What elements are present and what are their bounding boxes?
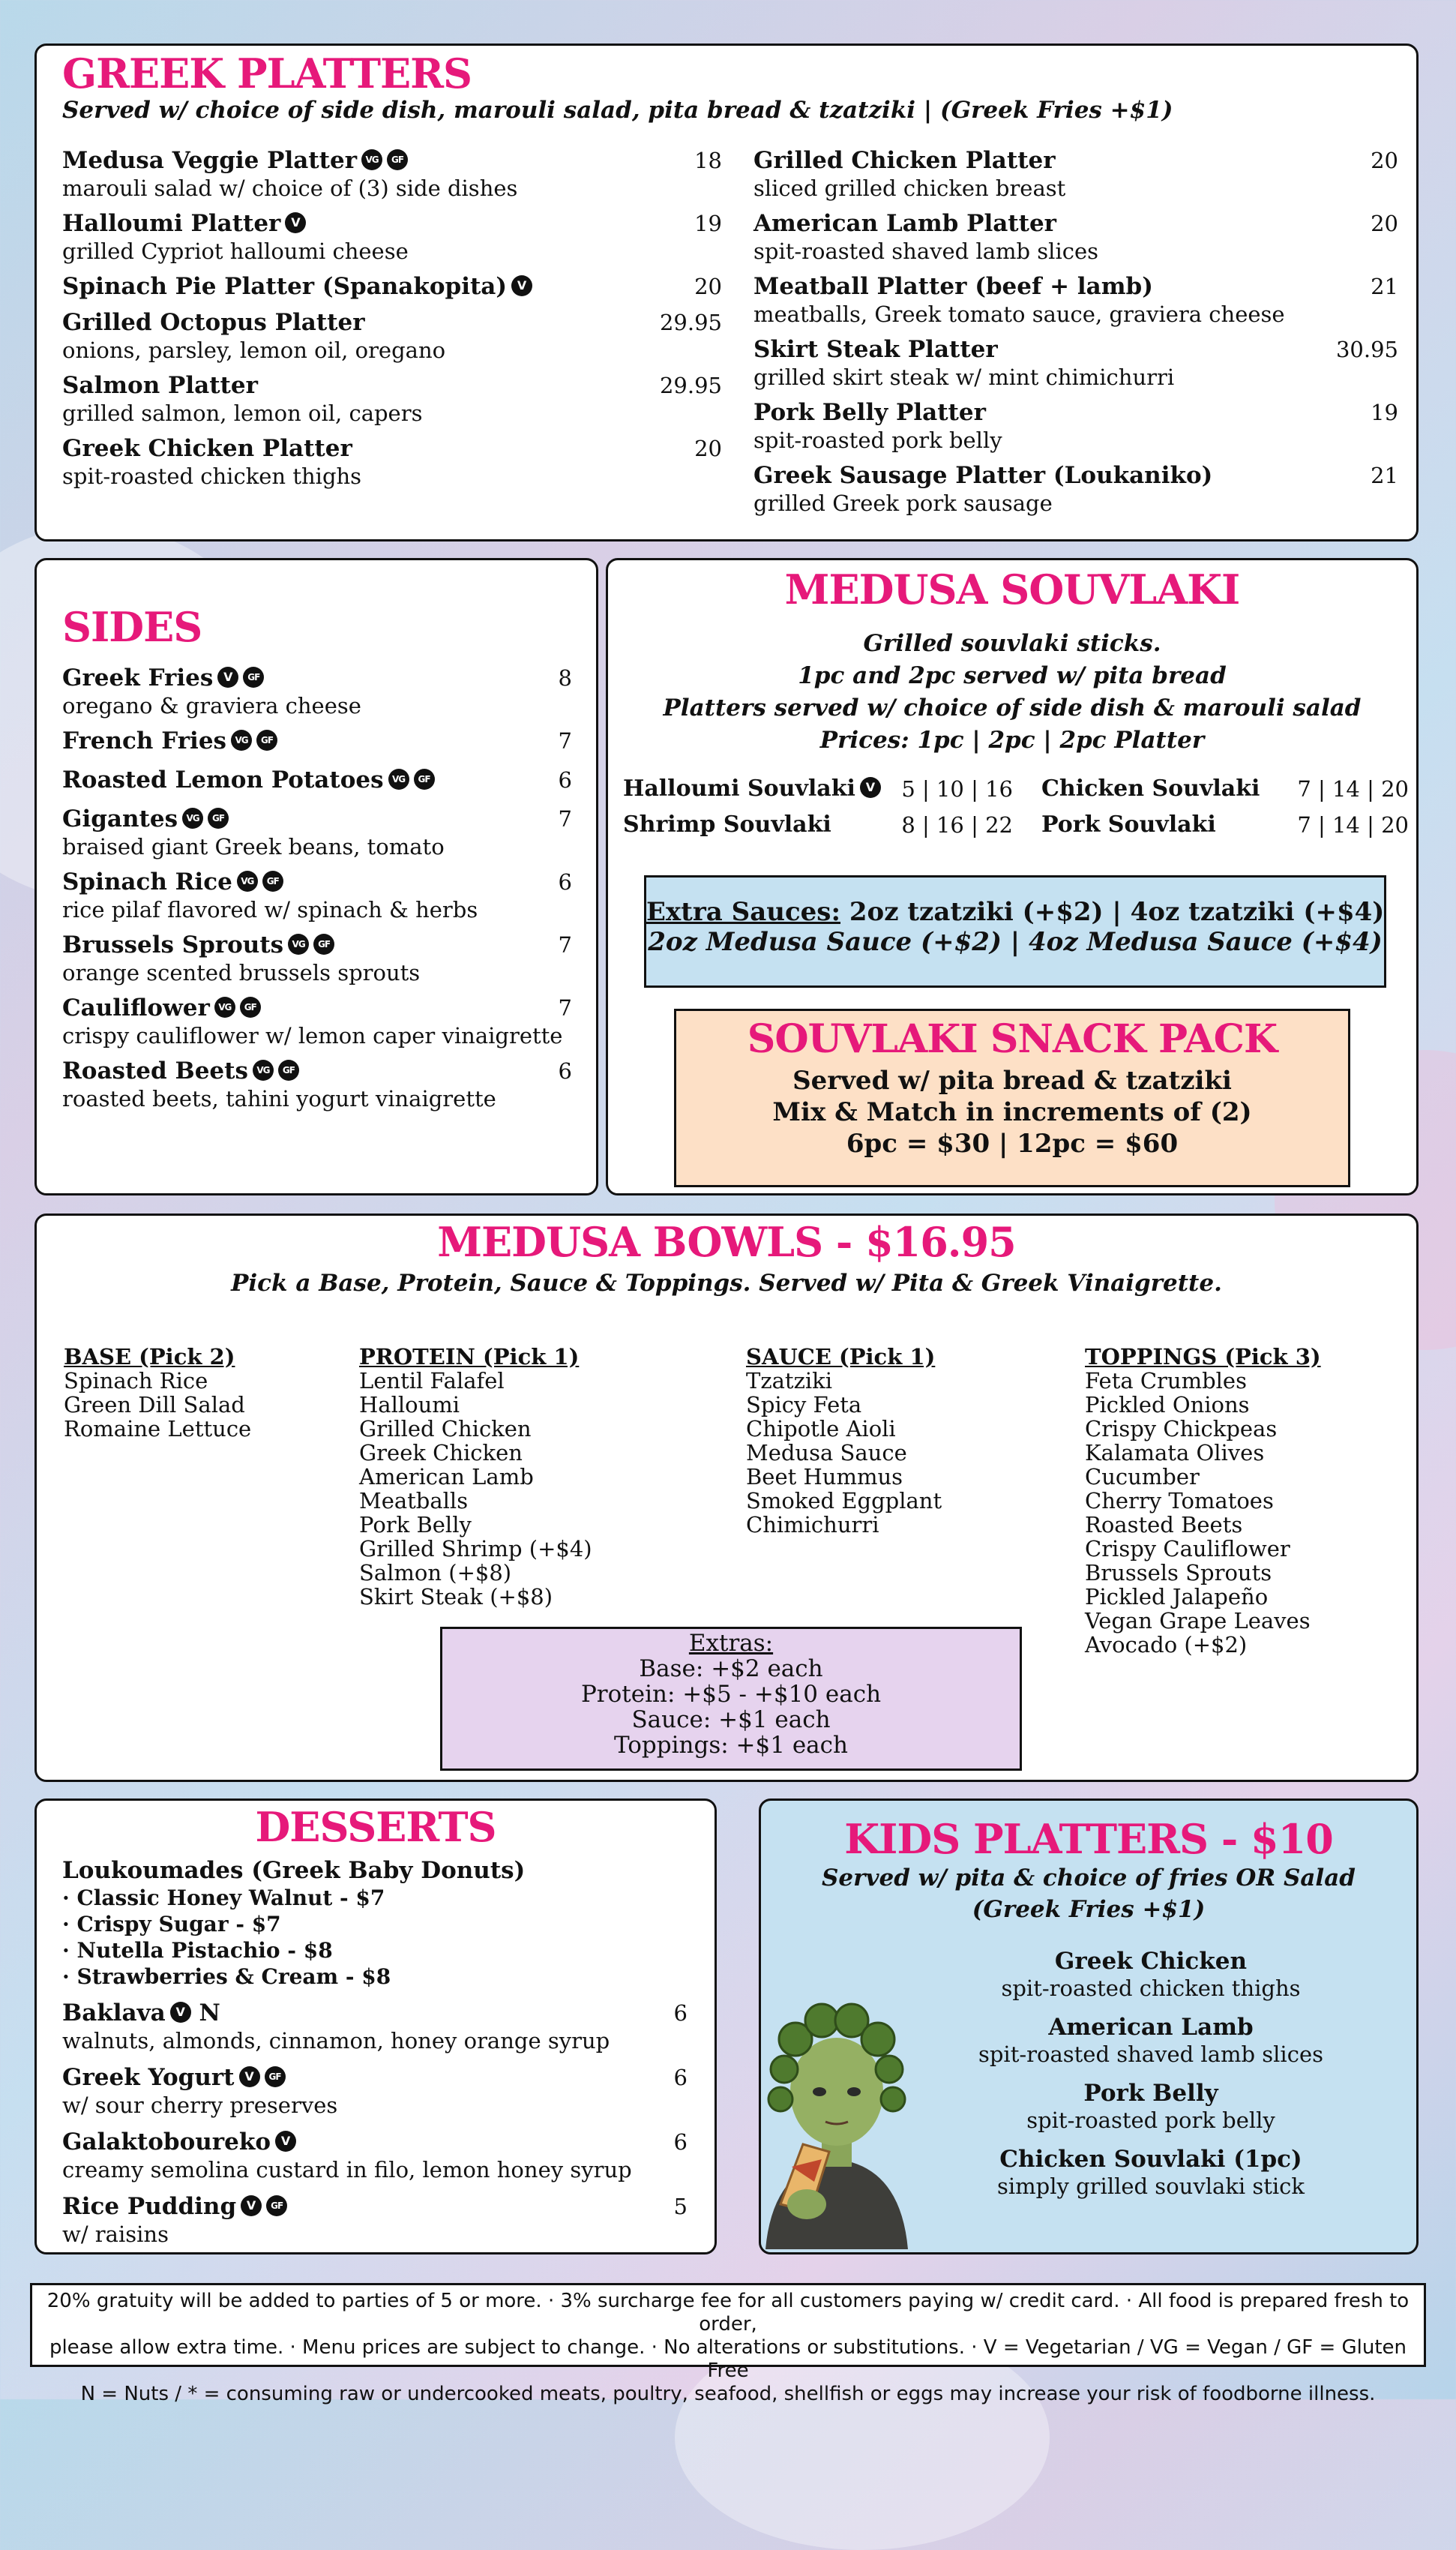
item-description: grilled Cypriot halloumi cheese [62,238,409,264]
item-name-text: Greek Yogurt [62,2064,235,2091]
item-price: 7 [558,728,572,754]
vegetarian-icon: V [239,2066,260,2087]
footer-line: N = Nuts / * = consuming raw or undercooked meats, poultry, seafood, shellfish or eggs may increase your risk of foodborne illness. [80,2383,1376,2405]
item-name-text: Brussels Sprouts [62,932,284,958]
item-description: w/ raisins [62,2222,169,2247]
column-item: Spinach Rice [64,1368,208,1394]
souvlaki-item [1041,811,1409,839]
item-name [753,272,1398,301]
menu-item [753,209,1398,265]
column-heading: BASE (Pick 2) [64,1344,235,1370]
souvlaki-line: Platters served w/ choice of side dish & marouli salad [663,694,1362,722]
item-name [62,371,722,400]
extras-line: Sauce: +$1 each [631,1706,831,1733]
item-name-text: Greek Chicken Platter [62,435,352,462]
vegan-icon: VG [361,149,382,170]
souvlaki-line: 1pc and 2pc served w/ pita bread [798,662,1227,689]
column-item: Pickled Jalapeño [1085,1584,1269,1610]
kids-item-name: Greek Chicken [1054,1948,1248,1975]
vegan-icon: VG [253,1060,274,1081]
item-description: braised giant Greek beans, tomato [62,834,445,860]
item-name [62,2063,688,2092]
loukoumades-flavors [62,1885,391,1990]
item-name [62,766,572,794]
vegan-icon: VG [214,997,235,1018]
item-name-text: Pork Souvlaki [1041,812,1216,838]
gluten-free-icon: GF [266,2195,287,2216]
item-name-text: Salmon Platter [62,372,258,399]
menu-item [62,434,722,490]
menu-item [62,868,572,923]
vegetarian-icon: V [241,2195,262,2216]
gluten-free-icon: GF [313,934,334,955]
column-item: Kalamata Olives [1085,1440,1265,1466]
sides-section [34,558,598,1196]
item-name [62,2192,688,2221]
menu-item [753,146,1398,202]
item-name [62,434,722,463]
column-item: Cucumber [1085,1464,1200,1490]
column-item: American Lamb [359,1464,534,1490]
extra-sauces-label: Extra Sauces: [646,897,841,927]
menu-item [62,1057,572,1112]
item-price: 6 [673,2129,688,2155]
gluten-free-icon: GF [387,149,408,170]
item-description: sliced grilled chicken breast [753,176,1066,201]
item-price: 7 | 14 | 20 [1297,812,1409,838]
item-description: spit-roasted chicken thighs [62,464,362,489]
item-name-text: Chicken Souvlaki [1041,776,1260,802]
item-name-text: Baklava [62,2000,166,2026]
item-description: orange scented brussels sprouts [62,960,421,986]
extras-lines [442,1656,1020,1758]
gluten-free-icon: GF [240,997,261,1018]
item-name-text: Halloumi Souvlaki [623,776,855,802]
item-price: 18 [694,148,722,173]
item-price: 20 [694,274,722,299]
item-name-text: Spinach Pie Platter (Spanakopita) [62,273,508,300]
item-price: 7 [558,995,572,1021]
item-name-text: Meatball Platter (beef + lamb) [753,273,1153,300]
footer-line: please allow extra time. · Menu prices are subject to change. · No alterations or substitutions. · V = Vegetarian / VG = Vegan / GF = Gluten Free [49,2336,1407,2382]
gluten-free-icon: GF [278,1060,299,1081]
item-name [753,398,1398,427]
vegetarian-icon: V [170,2002,191,2023]
item-name-text: American Lamb Platter [753,210,1056,237]
nuts-marker: N [190,2000,220,2026]
item-description: spit-roasted pork belly [753,428,1002,453]
column-item: Grilled Shrimp (+$4) [359,1536,592,1562]
kids-list [911,1948,1391,2212]
column-heading: PROTEIN (Pick 1) [359,1344,580,1370]
item-description: meatballs, Greek tomato sauce, graviera cheese [753,302,1285,327]
item-description: oregano & graviera cheese [62,693,361,718]
item-price: 6 [673,2065,688,2090]
column-item: Brussels Sprouts [1085,1560,1272,1586]
item-name-text: Gigantes [62,806,178,832]
vegetarian-icon: V [511,275,532,296]
column-item: Romaine Lettuce [64,1416,252,1442]
vegetarian-icon: V [285,212,306,233]
snack-pack-line: Mix & Match in increments of (2) [772,1097,1252,1127]
item-name [62,1999,688,2027]
column-heading: SAUCE (Pick 1) [746,1344,936,1370]
item-name-text: Greek Sausage Platter (Loukaniko) [753,462,1213,489]
extras-line: Toppings: +$1 each [614,1732,848,1759]
item-price: 6 [558,869,572,895]
greek-platters-section [34,44,1419,542]
souvlaki-item [1041,775,1409,803]
item-price: 21 [1371,274,1398,299]
column-item: Crispy Cauliflower [1085,1536,1290,1562]
column-item: Skirt Steak (+$8) [359,1584,553,1610]
item-price: 6 [673,2000,688,2026]
vegetarian-icon: V [275,2131,296,2152]
menu-item [753,335,1398,391]
section-title: GREEK PLATTERS [62,50,472,98]
section-title: SIDES [62,603,202,651]
item-description: onions, parsley, lemon oil, oregano [62,338,446,363]
gluten-free-icon: GF [256,730,277,751]
footer-notice [30,2283,1426,2405]
column-item: Avocado (+$2) [1085,1632,1248,1658]
item-name-text: Roasted Lemon Potatoes [62,766,384,794]
section-title: MEDUSA SOUVLAKI [784,566,1240,614]
item-description: marouli salad w/ choice of (3) side dishes [62,176,518,201]
flavor-item: · Crispy Sugar - $7 [62,1912,281,1936]
kids-item-description: simply grilled souvlaki stick [997,2174,1305,2199]
item-name-text: Greek Fries [62,664,214,692]
kids-item-description: spit-roasted chicken thighs [1001,1976,1301,2001]
bowl-column [64,1345,251,1441]
menu-item [62,664,572,719]
section-title: MEDUSA BOWLS - $16.95 [437,1218,1016,1266]
column-item: Feta Crumbles [1085,1368,1247,1394]
bowl-column [1085,1345,1321,1657]
extras-line: Protein: +$5 - +$10 each [580,1681,882,1708]
item-name-text: Skirt Steak Platter [753,336,998,363]
item-price: 8 | 16 | 22 [901,812,1013,838]
column-item: Pickled Onions [1085,1392,1250,1418]
item-price: 30.95 [1335,337,1398,362]
item-name [753,461,1398,490]
column-heading: TOPPINGS (Pick 3) [1085,1344,1321,1370]
item-name [62,1057,572,1085]
souvlaki-line: Grilled souvlaki sticks. [863,630,1161,657]
item-name [62,994,572,1022]
item-description: grilled skirt steak w/ mint chimichurri [753,364,1175,390]
souvlaki-description [608,628,1416,757]
kids-item-description: spit-roasted pork belly [1026,2108,1275,2133]
flavor-item: · Nutella Pistachio - $8 [62,1938,333,1963]
menu-item [62,209,722,265]
column-item: Chimichurri [746,1512,879,1538]
extra-sauces-box [644,875,1386,988]
vegetarian-icon: V [217,667,238,688]
menu-item [62,371,722,427]
column-item: Tzatziki [746,1368,832,1394]
column-item: Spicy Feta [746,1392,862,1418]
column-item: Roasted Beets [1085,1512,1243,1538]
kids-subtitle: (Greek Fries +$1) [972,1896,1206,1923]
vegetarian-icon: V [860,777,881,798]
column-item: Chipotle Aioli [746,1416,896,1442]
item-name [62,146,722,175]
item-name [62,805,572,833]
menu-item [62,805,572,860]
column-item: Greek Chicken [359,1440,523,1466]
item-name-text: Galaktoboureko [62,2128,271,2156]
kids-item-name: Pork Belly [1083,2080,1218,2107]
gluten-free-icon: GF [243,667,264,688]
item-name [62,931,572,959]
menu-item [62,146,722,202]
item-price: 8 [558,665,572,691]
gluten-free-icon: GF [262,871,283,892]
souvlaki-item [623,811,1013,839]
column-item: Smoked Eggplant [746,1488,942,1514]
extras-heading: Extras: [688,1630,774,1657]
kids-item-name: Chicken Souvlaki (1pc) [999,2146,1302,2173]
souvlaki-item [623,775,1013,803]
item-price: 29.95 [659,310,722,335]
bowl-column [746,1345,942,1537]
bowl-column [359,1345,592,1609]
menu-item [62,272,722,301]
item-name-text: Spinach Rice [62,868,232,896]
item-name-text: Grilled Octopus Platter [62,309,365,336]
item-name [753,146,1398,175]
item-name-text: Roasted Beets [62,1058,248,1084]
item-price: 20 [1371,148,1398,173]
vegan-icon: VG [182,808,203,829]
item-price: 20 [1371,211,1398,236]
menu-item [753,461,1398,517]
snack-pack-title: SOUVLAKI SNACK PACK [747,1016,1278,1062]
item-name-text: French Fries [62,728,227,754]
item-description: rice pilaf flavored w/ spinach & herbs [62,897,478,922]
item-price: 29.95 [659,373,722,398]
kids-section [759,1798,1419,2254]
gluten-free-icon: GF [208,808,229,829]
section-title: DESSERTS [255,1803,496,1851]
item-name [753,335,1398,364]
desserts-section [34,1798,717,2254]
extra-sauces-line: 2oz tzatziki (+$2) | 4oz tzatziki (+$4) [840,897,1385,927]
item-name [753,209,1398,238]
menu-item [62,2192,688,2248]
item-price: 7 [558,932,572,958]
bowl-extras-box [440,1627,1022,1771]
section-subtitle: Pick a Base, Protein, Sauce & Toppings. Served w/ Pita & Greek Vinaigrette. [231,1270,1222,1297]
item-name [62,664,572,692]
column-item: Grilled Chicken [359,1416,532,1442]
item-price: 7 [558,806,572,832]
column-item: Beet Hummus [746,1464,903,1490]
item-name [62,727,572,755]
item-description: w/ sour cherry preserves [62,2092,338,2118]
kids-item-description: spit-roasted shaved lamb slices [978,2042,1323,2067]
item-price: 6 [558,1058,572,1084]
flavor-item: · Classic Honey Walnut - $7 [62,1886,385,1910]
item-price: 19 [694,211,722,236]
menu-item [62,766,572,794]
column-item: Cherry Tomatoes [1085,1488,1274,1514]
column-item: Medusa Sauce [746,1440,907,1466]
menu-item [62,308,722,364]
item-name [62,308,722,337]
item-price: 7 | 14 | 20 [1297,776,1409,802]
item-price: 20 [694,436,722,461]
souvlaki-section [606,558,1419,1196]
bowls-section [34,1214,1419,1782]
medusa-mascot-illustration [750,1979,923,2249]
column-item: Halloumi [359,1392,460,1418]
item-description: roasted beets, tahini yogurt vinaigrette [62,1086,496,1112]
item-price: 5 [673,2194,688,2219]
snack-pack-line: Served w/ pita bread & tzatziki [792,1066,1232,1096]
gluten-free-icon: GF [414,769,435,790]
snack-pack-box [674,1009,1350,1187]
column-item: Green Dill Salad [64,1392,245,1418]
extras-line: Base: +$2 each [639,1655,823,1682]
item-name-text: Pork Belly Platter [753,399,986,426]
gluten-free-icon: GF [265,2066,286,2087]
vegan-icon: VG [288,934,309,955]
item-name-text: Cauliflower [62,994,210,1022]
column-item: Meatballs [359,1488,469,1514]
kids-subtitle: Served w/ pita & choice of fries OR Salad [822,1864,1356,1892]
menu-item [62,2128,688,2183]
menu-item [62,727,572,755]
souvlaki-line: Prices: 1pc | 2pc | 2pc Platter [819,727,1205,754]
item-name-text: Rice Pudding [62,2193,237,2220]
item-name-text: Halloumi Platter [62,210,281,237]
column-item: Crispy Chickpeas [1085,1416,1278,1442]
menu-item [753,272,1398,328]
snack-pack-line: 6pc = $30 | 12pc = $60 [846,1129,1179,1159]
item-description: grilled salmon, lemon oil, capers [62,400,423,426]
column-item: Lentil Falafel [359,1368,505,1394]
vegan-icon: VG [237,871,258,892]
vegan-icon: VG [231,730,252,751]
item-name [62,868,572,896]
column-item: Vegan Grape Leaves [1085,1608,1311,1634]
menu-item [62,1999,688,2054]
item-description: spit-roasted shaved lamb slices [753,238,1099,264]
kids-item-name: American Lamb [1048,2014,1254,2041]
item-price: 21 [1371,463,1398,488]
item-price: 6 [558,767,572,793]
footer-line: 20% gratuity will be added to parties of 5 or more. · 3% surcharge fee for all customers paying w/ credit card. · All food is prepared fresh to order, [46,2290,1410,2336]
section-subtitle: Served w/ choice of side dish, marouli salad, pita bread & tzatziki | (Greek Fries +$1) [62,97,1173,124]
menu-item [62,994,572,1049]
extra-sauces-line: 2oz Medusa Sauce (+$2) | 4oz Medusa Sauce (+$4) [648,927,1383,957]
loukoumades-name: Loukoumades (Greek Baby Donuts) [62,1857,526,1884]
item-description: walnuts, almonds, cinnamon, honey orange syrup [62,2028,610,2054]
column-item: Salmon (+$8) [359,1560,512,1586]
menu-item [62,931,572,986]
vegan-icon: VG [388,769,409,790]
item-name-text: Shrimp Souvlaki [623,812,831,838]
item-price: 5 | 10 | 16 [901,776,1013,802]
menu-item [62,2063,688,2119]
column-item: Pork Belly [359,1512,472,1538]
section-title: KIDS PLATTERS - $10 [844,1815,1333,1863]
item-description: grilled Greek pork sausage [753,490,1053,516]
menu-item [753,398,1398,454]
item-description: crispy cauliflower w/ lemon caper vinaigrette [62,1023,563,1048]
flavor-item: · Strawberries & Cream - $8 [62,1964,391,1989]
item-name-text: Grilled Chicken Platter [753,147,1056,174]
item-name [62,272,722,301]
item-price: 19 [1371,400,1398,425]
item-name [62,2128,688,2156]
item-name [62,209,722,238]
item-name-text: Medusa Veggie Platter [62,147,358,174]
item-description: creamy semolina custard in filo, lemon honey syrup [62,2157,632,2182]
